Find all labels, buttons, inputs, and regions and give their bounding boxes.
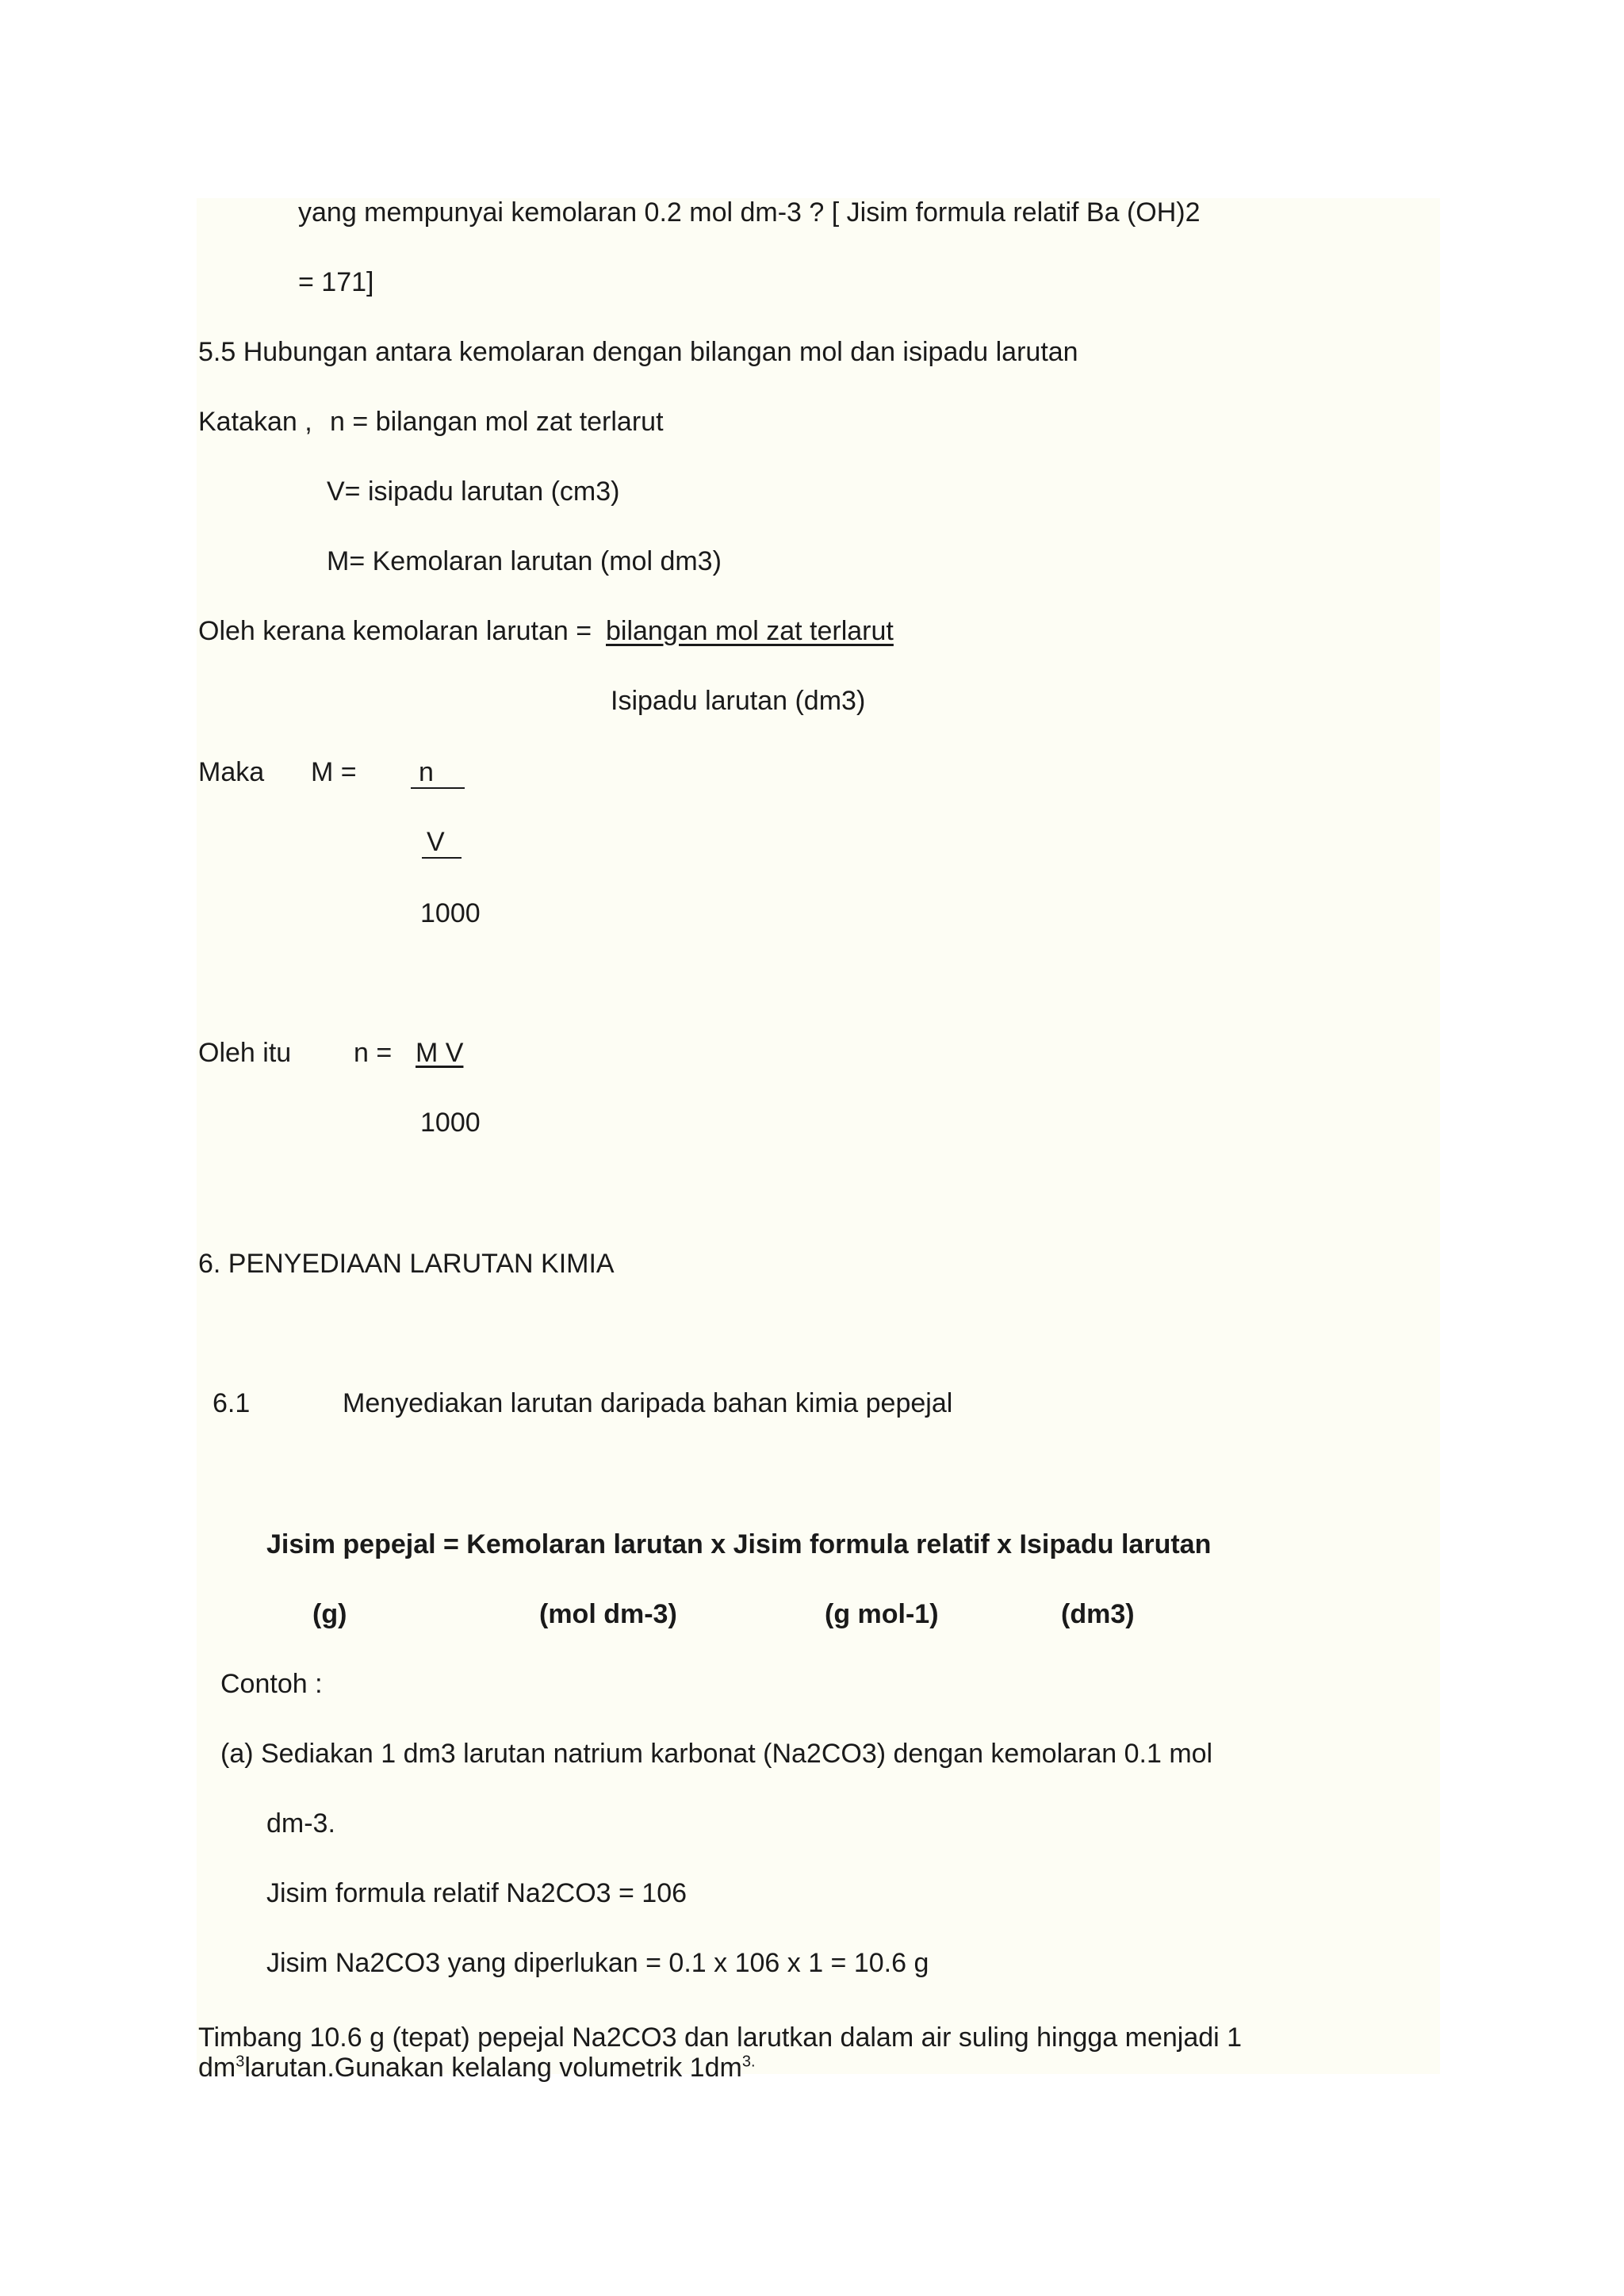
katakan-label: Katakan , xyxy=(198,407,312,437)
jisim-formula-relatif: Jisim formula relatif Na2CO3 = 106 xyxy=(266,1878,688,1908)
example-a-line-2: dm-3. xyxy=(266,1808,335,1839)
definition-v: V= isipadu larutan (cm3) xyxy=(327,476,620,507)
oleh-itu-1000: 1000 xyxy=(420,1108,481,1138)
maka-m-equals: M = xyxy=(311,757,357,787)
section-6-1-number: 6.1 xyxy=(213,1388,251,1418)
maka-v: V xyxy=(427,827,445,857)
section-6-1-title: Menyediakan larutan daripada bahan kimia pepejal xyxy=(343,1388,953,1418)
final-line-2-dm: dm xyxy=(198,2053,236,2083)
question-line-1: yang mempunyai kemolaran 0.2 mol dm-3 ? [ Jisim formula relatif Ba (OH)2 xyxy=(298,197,1201,228)
maka-v-underline xyxy=(422,857,462,859)
maka-n-underline xyxy=(411,787,465,789)
final-line-2-text: larutan.Gunakan kelalang volumetrik 1dm xyxy=(244,2053,742,2083)
example-a-line-1: (a) Sediakan 1 dm3 larutan natrium karbonat (Na2CO3) dengan kemolaran 0.1 mol xyxy=(220,1739,1213,1769)
section-5-5-heading: 5.5 Hubungan antara kemolaran dengan bilangan mol dan isipadu larutan xyxy=(198,337,1078,367)
fraction-denominator: Isipadu larutan (dm3) xyxy=(611,686,866,716)
fraction-numerator: bilangan mol zat terlarut xyxy=(606,616,894,646)
contoh-label: Contoh : xyxy=(220,1669,323,1699)
maka-label: Maka xyxy=(198,757,265,787)
maka-n: n xyxy=(419,757,434,787)
oleh-itu-label: Oleh itu xyxy=(198,1038,292,1068)
question-line-2: = 171] xyxy=(298,267,374,297)
oleh-kerana-text: Oleh kerana kemolaran larutan = xyxy=(198,616,592,646)
final-line-2-sup-1: 3 xyxy=(236,2053,245,2071)
section-6-heading: 6. PENYEDIAAN LARUTAN KIMIA xyxy=(198,1249,615,1279)
formula-line: Jisim pepejal = Kemolaran larutan x Jisim formula relatif x Isipadu larutan xyxy=(266,1529,1212,1559)
maka-1000: 1000 xyxy=(420,898,481,928)
definition-n: n = bilangan mol zat terlarut xyxy=(330,407,664,437)
oleh-itu-mv: M V xyxy=(416,1038,464,1068)
oleh-itu-n-equals: n = xyxy=(354,1038,393,1068)
final-instruction-line-1: Timbang 10.6 g (tepat) pepejal Na2CO3 dan larutkan dalam air suling hingga menjadi 1 xyxy=(198,2022,1243,2053)
unit-g-mol: (g mol-1) xyxy=(825,1599,939,1629)
definition-m: M= Kemolaran larutan (mol dm3) xyxy=(327,546,722,576)
unit-dm3: (dm3) xyxy=(1061,1599,1135,1629)
unit-mol-dm3: (mol dm-3) xyxy=(539,1599,677,1629)
final-instruction-line-2 xyxy=(198,2052,756,2084)
unit-g: (g) xyxy=(312,1599,347,1629)
jisim-diperlukan: Jisim Na2CO3 yang diperlukan = 0.1 x 106 x 1 = 10.6 g xyxy=(266,1948,929,1978)
final-line-2-sup-2: 3. xyxy=(741,2053,756,2071)
